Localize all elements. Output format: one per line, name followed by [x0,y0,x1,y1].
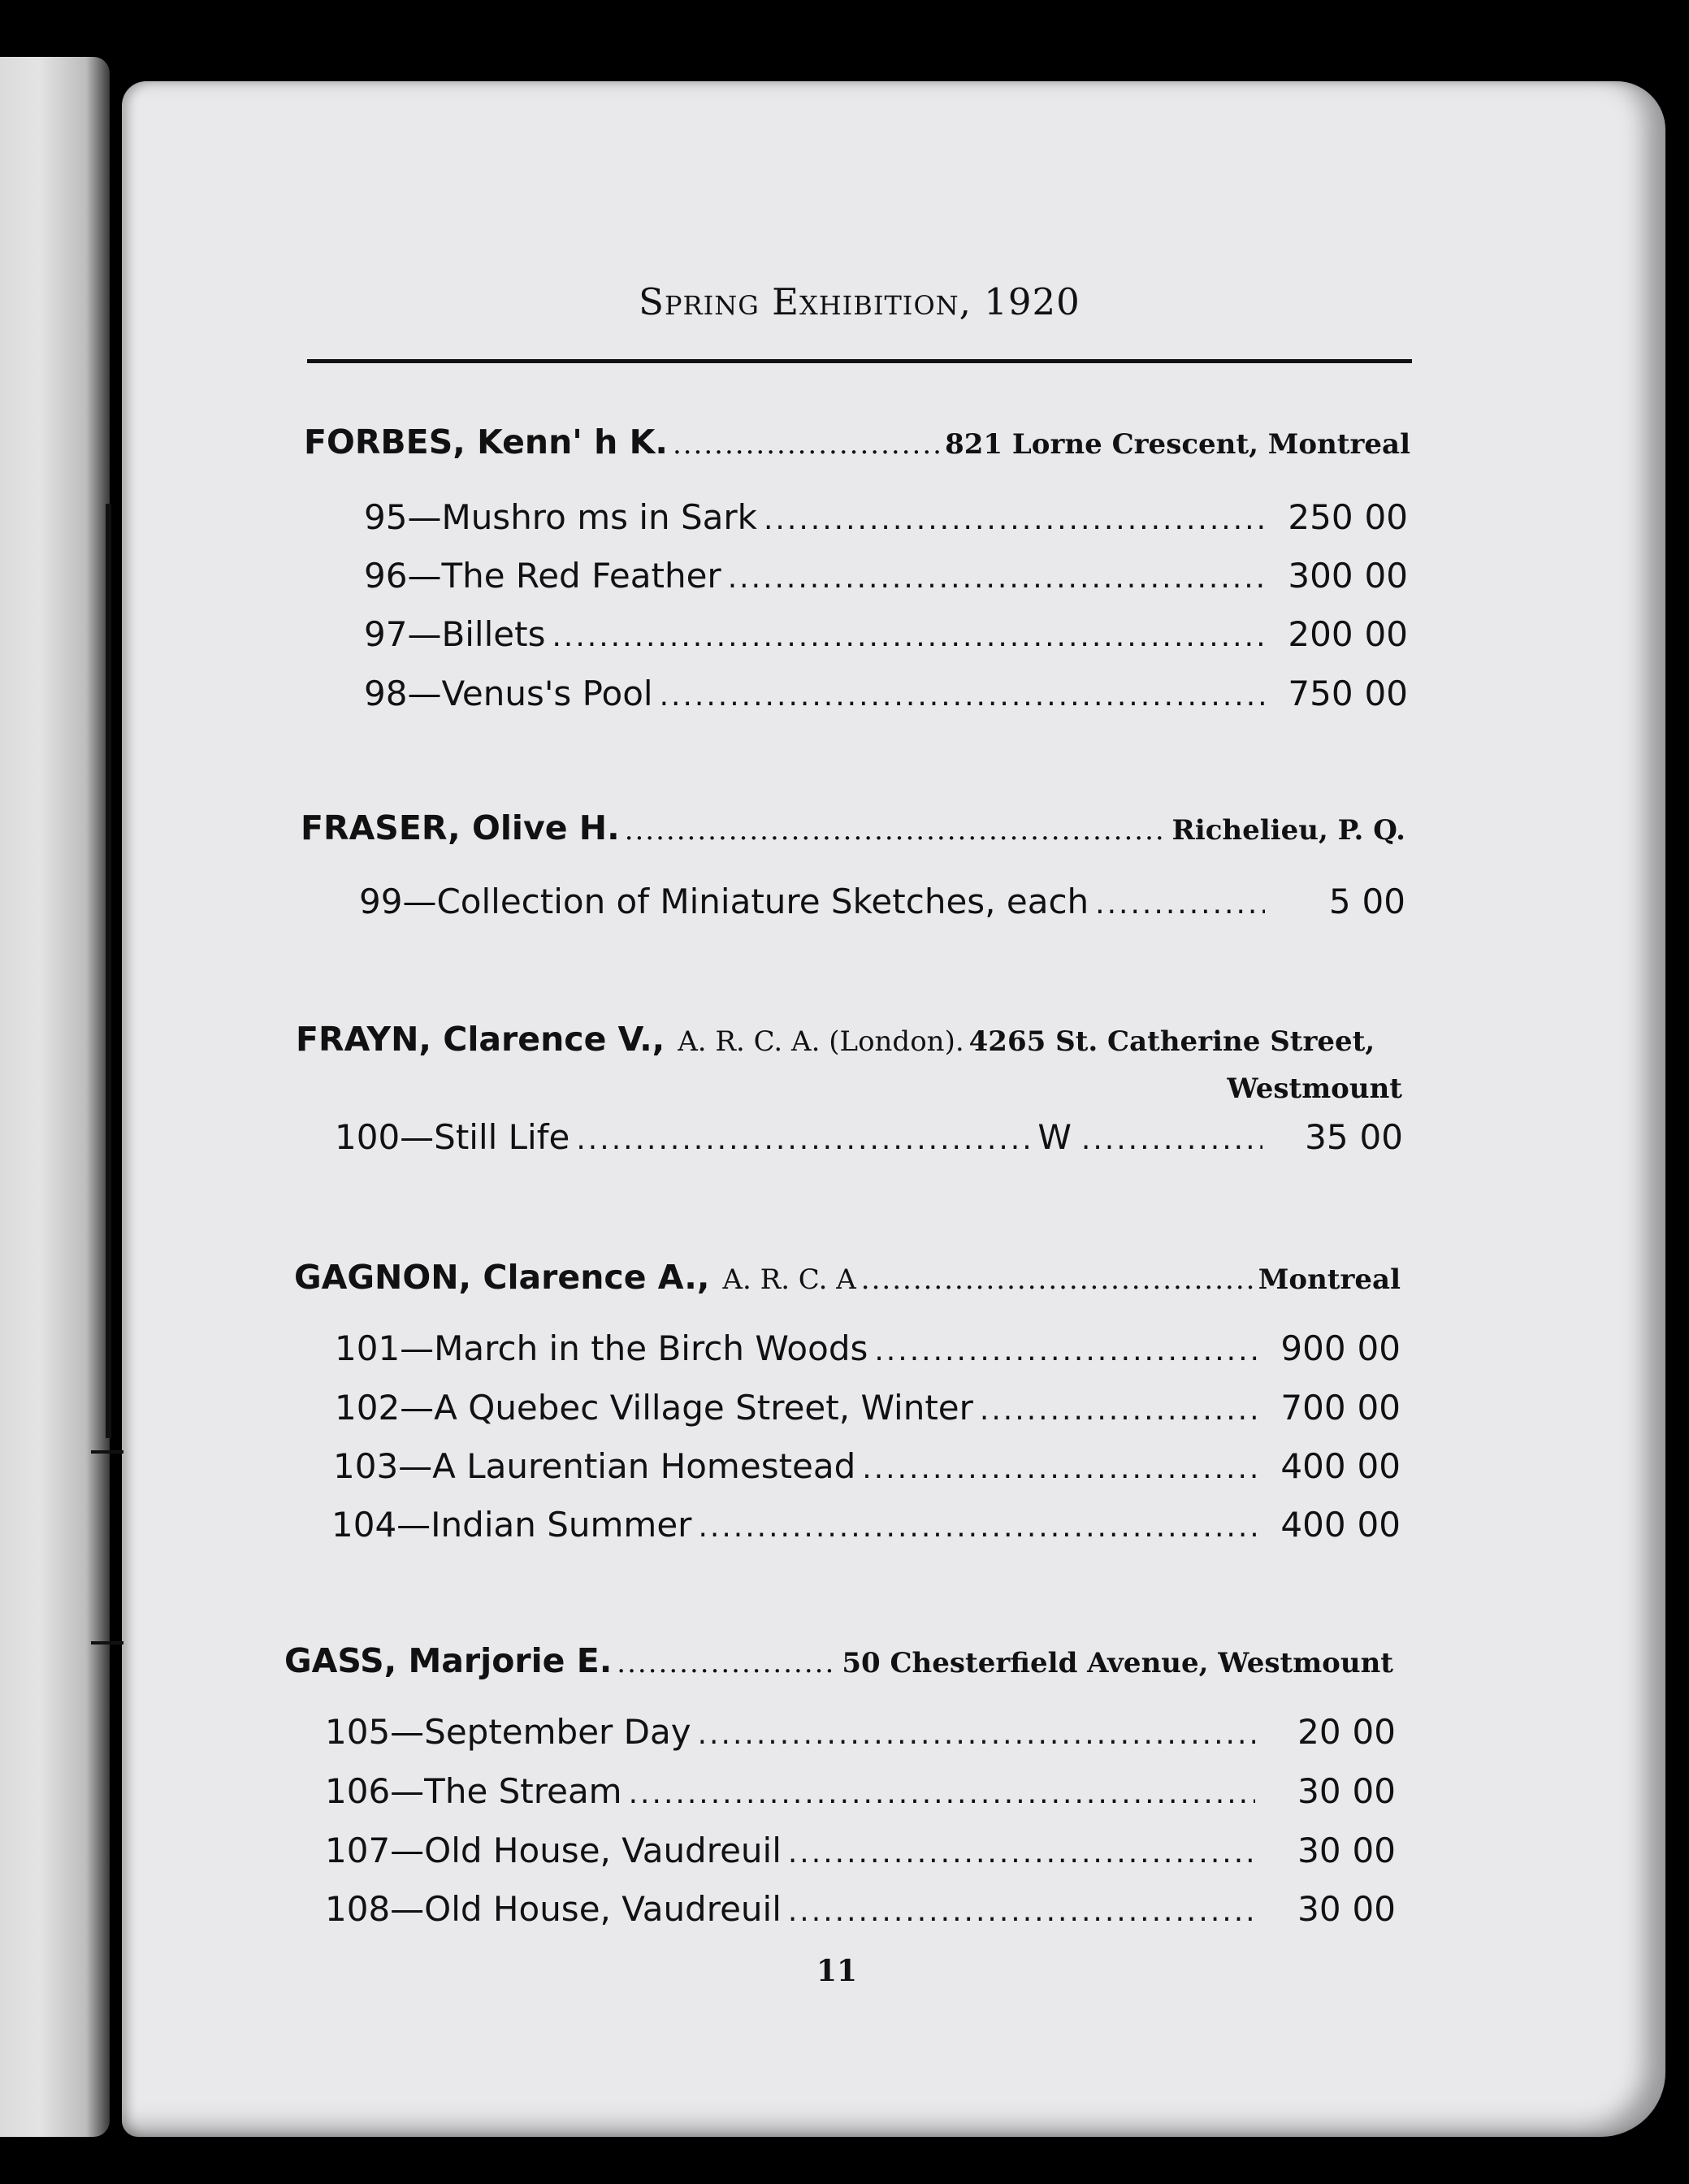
artist-address: 4265 St. Catherine Street, [968,1025,1375,1058]
leader-dots [1081,1123,1262,1156]
item-price: 200 00 [1288,614,1408,654]
artist-address: 50 Chesterfield Avenue, Westmount [842,1647,1393,1679]
item-number: 96 [364,556,408,596]
item-title: Collection of Miniature Sketches, each [436,882,1089,921]
item-number: 105 [325,1712,391,1752]
leader-dots [874,1334,1260,1367]
artist-name: FORBES, Kenn' h K. [304,422,668,462]
item-price: 400 00 [1280,1446,1401,1486]
catalogue-item: 107 — Old House, Vaudreuil ..... 30 00 [325,1831,1396,1870]
leader-dots [698,1718,1255,1751]
item-title: March in the Birch Woods [434,1328,868,1368]
page-title: Spring Exhibition, 1920 [639,280,1081,323]
item-price: 300 00 [1288,556,1408,596]
item-mark: W [1037,1117,1072,1157]
catalogue-item: 98 — Venus's Pool ..... 750 00 [364,674,1408,713]
item-title: A Laurentian Homestead [432,1446,856,1486]
artist-address: 821 Lorne Crescent, Montreal [945,428,1410,461]
artist-credential: A. R. C. A [722,1263,856,1296]
catalogue-item: 99 — Collection of Miniature Sketches, each ..... 5 00 [359,882,1405,921]
catalogue-item: 101 — March in the Birch Woods ..... 900 00 [335,1328,1401,1368]
item-title: The Stream [424,1771,622,1811]
item-number: 103 [333,1446,399,1486]
binding-mark [91,1450,123,1454]
leader-dots [862,1452,1260,1485]
leader-dots [861,1263,1254,1296]
leader-dots [788,1895,1255,1928]
catalogue-item: 96 — The Red Feather ..... 300 00 [364,556,1408,596]
artist-entry [304,422,1410,462]
item-number: 108 [325,1889,391,1929]
binding-mark [91,1641,123,1644]
item-title: Old House, Vaudreuil [424,1831,782,1870]
artist-name: GAGNON, Clarence A., [294,1258,710,1297]
leader-dots [629,1777,1255,1810]
item-number: 99 [359,882,403,921]
item-price: 900 00 [1280,1328,1401,1368]
item-price: 5 00 [1328,882,1405,921]
item-number: 97 [364,614,408,654]
artist-credential: A. R. C. A. (London). [678,1025,964,1058]
item-number: 100 [335,1117,401,1157]
artist-entry [296,1020,1402,1059]
header-rule [307,359,1412,363]
item-price: 750 00 [1288,674,1408,713]
item-title: Old House, Vaudreuil [424,1889,782,1929]
leader-dots [617,1647,837,1679]
artist-entry [301,808,1405,847]
item-price: 20 00 [1297,1712,1396,1752]
catalogue-item: 106 — The Stream ..... 30 00 [325,1771,1396,1811]
item-title: Indian Summer [431,1505,692,1545]
catalogue-item: 100 — Still Life ..... W ..... 35 00 [335,1117,1403,1157]
leader-dots [660,679,1267,713]
item-price: 30 00 [1297,1771,1396,1811]
artist-address: Montreal [1258,1263,1401,1296]
leader-dots [728,561,1267,595]
leader-dots [764,503,1267,536]
catalogue-page [122,81,1665,2137]
catalogue-item: 97 — Billets ..... 200 00 [364,614,1408,654]
artist-address: Richelieu, P. Q. [1171,814,1405,847]
item-title: September Day [424,1712,691,1752]
item-number: 95 [364,497,408,537]
catalogue-item: 105 — September Day ..... 20 00 [325,1712,1396,1752]
artist-entry [294,1258,1401,1297]
page-header [307,280,1412,323]
page-number: 11 [816,1954,858,1988]
facing-page-edge [0,57,110,2137]
artist-entry [284,1641,1393,1680]
leader-dots [552,620,1267,653]
item-number: 104 [331,1505,397,1545]
item-title: A Quebec Village Street, Winter [434,1388,973,1428]
item-number: 98 [364,674,408,713]
binding-edge [106,504,111,1438]
item-price: 250 00 [1288,497,1408,537]
item-title: Venus's Pool [441,674,653,713]
item-number: 102 [335,1388,401,1428]
artist-address-line2: Westmount [1227,1072,1402,1105]
item-title: Mushro ms in Sark [441,497,757,537]
item-number: 101 [335,1328,401,1368]
leader-dots [1095,887,1265,921]
item-price: 700 00 [1280,1388,1401,1428]
leader-dots [788,1836,1255,1870]
item-title: The Red Feather [441,556,721,596]
catalogue-item: 102 — A Quebec Village Street, Winter ..... 700 00 [335,1388,1401,1428]
item-number: 107 [325,1831,391,1870]
catalogue-item: 104 — Indian Summer ..... 400 00 [331,1505,1401,1545]
item-price: 35 00 [1305,1117,1403,1157]
item-title: Still Life [434,1117,570,1157]
artist-name: FRASER, Olive H. [301,808,620,847]
leader-dots [625,814,1167,847]
leader-dots [698,1510,1260,1544]
item-price: 30 00 [1297,1889,1396,1929]
artist-name: GASS, Marjorie E. [284,1641,613,1680]
item-price: 400 00 [1280,1505,1401,1545]
leader-dots [576,1123,1031,1156]
leader-dots [673,428,940,461]
item-number: 106 [325,1771,391,1811]
catalogue-item: 103 — A Laurentian Homestead ..... 400 00 [333,1446,1401,1486]
catalogue-item: 95 — Mushro ms in Sark ..... 250 00 [364,497,1408,537]
item-price: 30 00 [1297,1831,1396,1870]
item-title: Billets [441,614,546,654]
catalogue-item: 108 — Old House, Vaudreuil ..... 30 00 [325,1889,1396,1929]
leader-dots [980,1393,1260,1427]
artist-name: FRAYN, Clarence V., [296,1020,665,1059]
